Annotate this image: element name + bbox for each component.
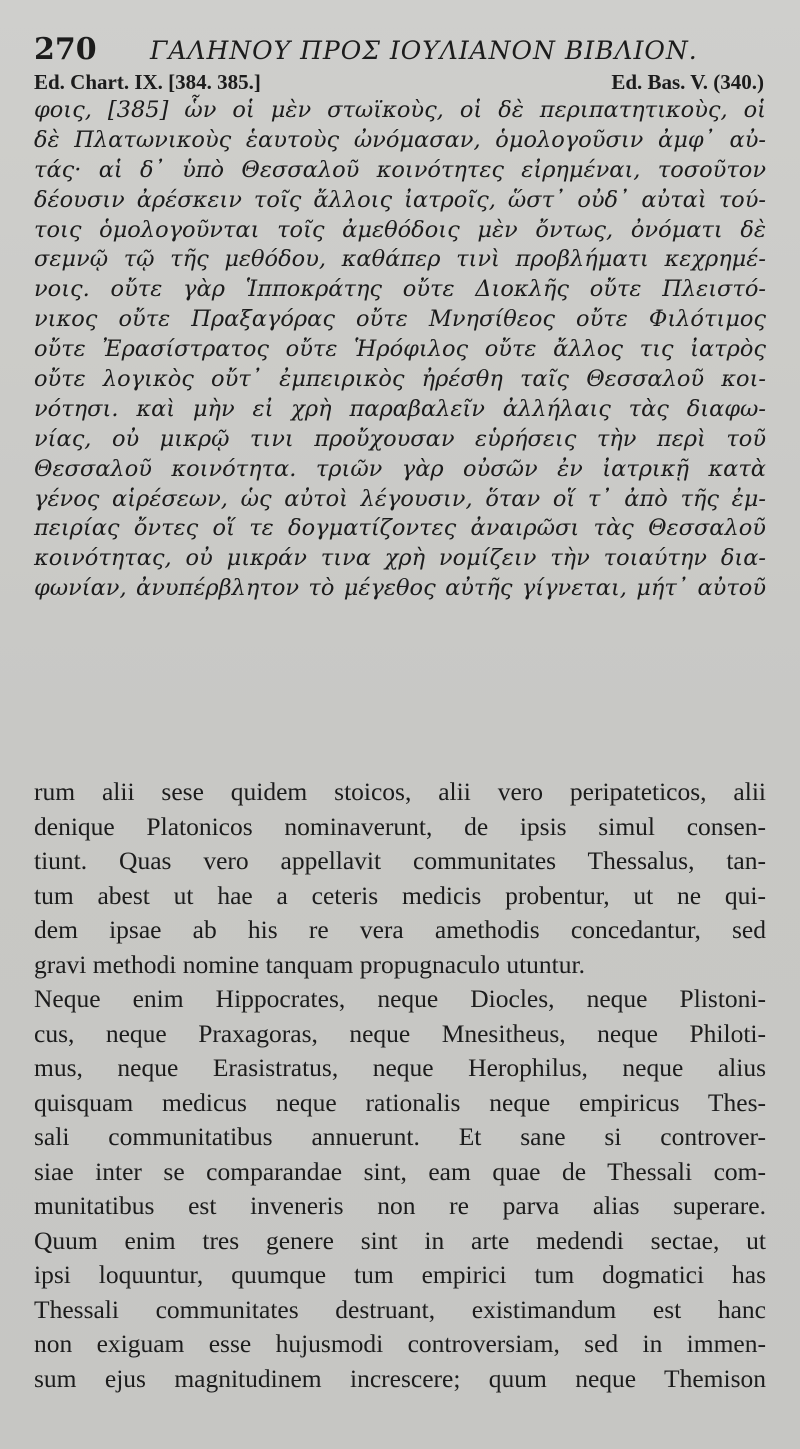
latin-text-block bbox=[34, 775, 766, 1396]
latin-line: munitatibus est inveneris non re parva alias superare. bbox=[34, 1191, 766, 1220]
greek-line: σεμνῷ τῷ τῆς μεθόδου, καθάπερ τινὶ προβλήματι κεχρημέ- bbox=[34, 246, 766, 273]
latin-line: dem ipsae ab his re vera amethodis concedantur, sed bbox=[34, 915, 766, 944]
running-head bbox=[34, 30, 774, 66]
latin-line: gravi methodi nomine tanquam propugnaculo utuntur. bbox=[34, 949, 585, 979]
edition-reference-basel: Ed. Bas. V. (340.) bbox=[611, 70, 764, 94]
greek-line: δὲ Πλατωνικοὺς ἑαυτοὺς ὠνόμασαν, ὁμολογοῦσιν ἀμφ᾽ αὐ- bbox=[34, 126, 766, 153]
latin-line: Quum enim tres genere sint in arte medendi sectae, ut bbox=[34, 1225, 766, 1255]
greek-line: φοις, [385] ὧν οἱ μὲν στωϊκοὺς, οἱ δὲ περιπατητικοὺς, οἱ bbox=[34, 97, 766, 123]
running-title: ΓΑΛΗΝΟΥ ΠΡΟΣ ΙΟΥΛΙΑΝΟΝ ΒΙΒΛΙΟΝ. bbox=[150, 36, 698, 65]
latin-line: siae inter se comparandae sint, eam quae de Thessali com- bbox=[34, 1156, 766, 1186]
edition-reference-line bbox=[34, 70, 764, 96]
greek-line: οὔτε Ἐρασίστρατος οὔτε Ἡρόφιλος οὔτε ἄλλος τις ἰατρὸς bbox=[34, 336, 766, 363]
latin-line: tiunt. Quas vero appellavit communitates Thessalus, tan- bbox=[34, 846, 766, 875]
greek-line: κοινότητας, οὐ μικράν τινα χρὴ νομίζειν τὴν τοιαύτην δια- bbox=[34, 545, 766, 572]
greek-line: νίας, οὐ μικρῷ τινι προὔχουσαν εὑρήσεις τὴν περὶ τοῦ bbox=[34, 425, 766, 452]
greek-line: οὔτε λογικὸς οὔτ᾽ ἐμπειρικὸς ἠρέσθη ταῖς Θεσσαλοῦ κοι- bbox=[34, 366, 766, 393]
greek-line: δέουσιν ἀρέσκειν τοῖς ἄλλοις ἰατροῖς, ὥστ᾽ οὐδ᾽ αὐταὶ τού- bbox=[34, 186, 766, 213]
greek-text-block bbox=[34, 96, 766, 604]
latin-line: mus, neque Erasistratus, neque Herophilus, neque alius bbox=[34, 1053, 766, 1082]
greek-line: νικος οὔτε Πραξαγόρας οὔτε Μνησίθεος οὔτε Φιλότιμος bbox=[34, 306, 766, 333]
latin-line: rum alii sese quidem stoicos, alii vero peripateticos, alii bbox=[34, 777, 766, 806]
latin-line: Thessali communitates destruant, existimandum est hanc bbox=[34, 1294, 766, 1324]
latin-line: sum ejus magnitudinem increscere; quum neque Themison bbox=[34, 1363, 766, 1393]
greek-line: τάς· αἱ δ᾽ ὑπὸ Θεσσαλοῦ κοινότητες εἰρημέναι, τοσοῦτον bbox=[34, 156, 766, 183]
greek-line: νότησι. καὶ μὴν εἰ χρὴ παραβαλεῖν ἀλλήλαις τὰς διαφω- bbox=[34, 395, 766, 422]
latin-line: cus, neque Praxagoras, neque Mnesitheus, neque Philoti- bbox=[34, 1018, 766, 1048]
latin-line: Neque enim Hippocrates, neque Diocles, neque Plistoni- bbox=[34, 984, 766, 1013]
greek-line: Θεσσαλοῦ κοινότητα. τριῶν γὰρ οὐσῶν ἐν ἰατρικῇ κατὰ bbox=[34, 455, 766, 482]
greek-line: νοις. οὔτε γὰρ Ἱπποκράτης οὔτε Διοκλῆς οὔτε Πλειστό- bbox=[34, 276, 766, 303]
latin-line: tum abest ut hae a ceteris medicis probentur, ut ne qui- bbox=[34, 880, 766, 910]
greek-line: γένος αἱρέσεων, ὡς αὐτοὶ λέγουσιν, ὅταν οἵ τ᾽ ἀπὸ τῆς ἐμ- bbox=[34, 485, 766, 512]
latin-line: quisquam medicus neque rationalis neque empiricus Thes- bbox=[34, 1087, 766, 1117]
latin-line: sali communitatibus annuerunt. Et sane si controver- bbox=[34, 1122, 766, 1151]
page-number: 270 bbox=[34, 32, 97, 67]
edition-reference-chartier: Ed. Chart. IX. [384. 385.] bbox=[34, 70, 261, 94]
greek-line: φωνίαν, ἀνυπέρβλητον τὸ μέγεθος αὐτῆς γίγνεται, μήτ᾽ αὐτοῦ bbox=[34, 575, 766, 602]
latin-line: denique Platonicos nominaverunt, de ipsis simul consen- bbox=[34, 811, 766, 841]
greek-line: τοις ὁμολογοῦνται τοῖς ἀμεθόδοις μὲν ὄντως, ὀνόματι δὲ bbox=[34, 216, 766, 243]
latin-line: ipsi loquuntur, quumque tum empirici tum dogmatici has bbox=[34, 1260, 766, 1289]
greek-line: πειρίας ὄντες οἵ τε δογματίζοντες ἀναιρῶσι τὰς Θεσσαλοῦ bbox=[34, 515, 766, 542]
latin-line: non exiguam esse hujusmodi controversiam, sed in immen- bbox=[34, 1329, 766, 1358]
